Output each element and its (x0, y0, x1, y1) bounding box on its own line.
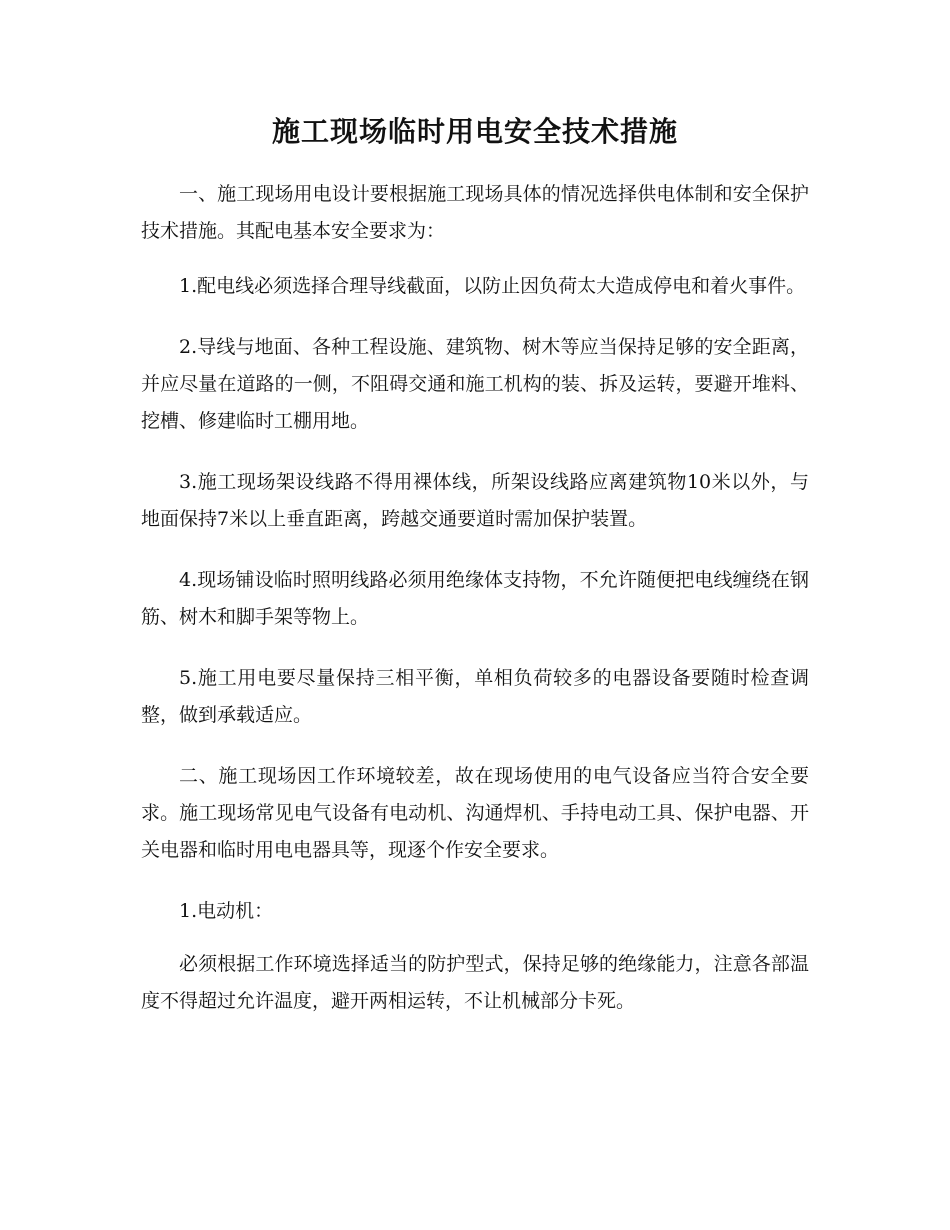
section-1-intro: 一、施工现场用电设计要根据施工现场具体的情况选择供电体制和安全保护技术措施。其配电基本安全要求为： (141, 183, 809, 242)
item-1-3: 3.施工现场架设线路不得用裸体线，所架设线路应离建筑物10米以外，与地面保持7米以上垂直距离，跨越交通要道时需加保护装置。 (141, 471, 809, 530)
item-1-5: 5.施工用电要尽量保持三相平衡，单相负荷较多的电器设备要随时检查调整，做到承载适应。 (141, 667, 809, 726)
document-title: 施工现场临时用电安全技术措施 (271, 115, 678, 148)
item-2-1-heading: 1.电动机： (179, 900, 274, 922)
document-page (141, 112, 809, 1044)
item-1-2: 2.导线与地面、各种工程设施、建筑物、树木等应当保持足够的安全距离，并应尽量在道路的一侧，不阻碍交通和施工机构的装、拆及运转，要避开堆料、挖槽、修建临时工棚用地。 (141, 336, 809, 432)
item-1-4: 4.现场铺设临时照明线路必须用绝缘体支持物，不允许随便把电线缠绕在钢筋、树木和脚手架等物上。 (141, 569, 809, 628)
item-1-1: 1.配电线必须选择合理导线截面，以防止因负荷太大造成停电和着火事件。 (179, 275, 806, 297)
item-2-1-body: 必须根据工作环境选择适当的防护型式，保持足够的绝缘能力，注意各部温度不得超过允许温度，避开两相运转，不让机械部分卡死。 (141, 953, 809, 1012)
section-2-intro: 二、施工现场因工作环境较差，故在现场使用的电气设备应当符合安全要求。施工现场常见电气设备有电动机、沟通焊机、手持电动工具、保护电器、开关电器和临时用电电器具等，现逐个作安全要求。 (141, 765, 809, 861)
